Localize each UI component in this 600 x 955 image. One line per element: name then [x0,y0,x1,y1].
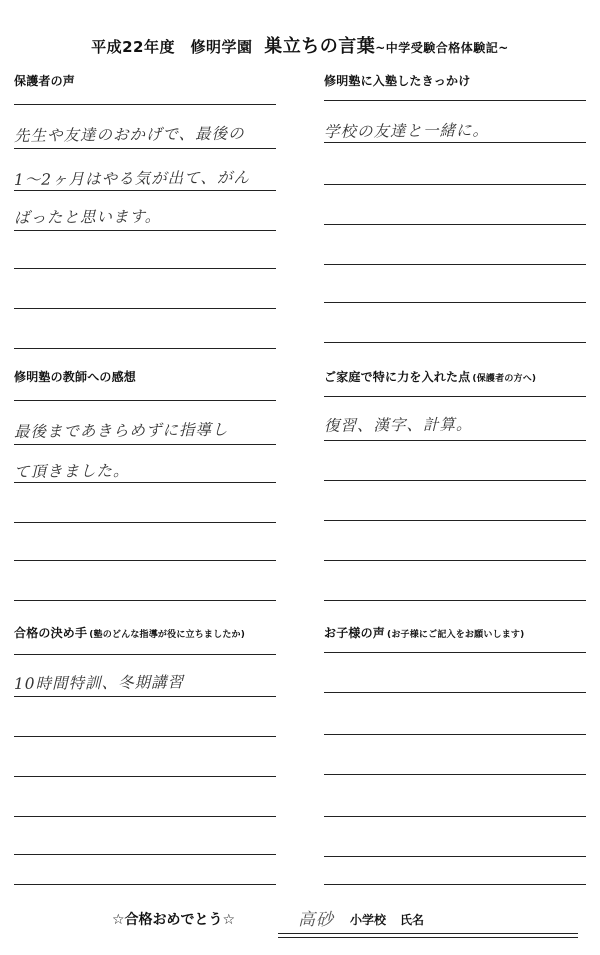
section-heading [324,368,536,385]
congrats-text: ☆合格おめでとう☆ [112,912,236,928]
writing-line [324,734,586,735]
writing-line [14,816,276,817]
title-main: 巣立ちの言葉 [264,36,376,57]
writing-line [14,230,276,231]
writing-line [14,560,276,561]
writing-line [14,854,276,855]
writing-line [14,776,276,777]
section-home-focus [324,368,586,604]
writing-line [14,148,276,149]
section-child-voice [324,624,586,886]
writing-line [324,480,586,481]
writing-line [324,302,586,303]
writing-line [14,884,276,885]
writing-line [324,652,586,653]
section-heading-note: (塾のどんな指導が役に立ちましたか) [89,630,246,640]
writing-line [324,774,586,775]
writing-line [324,560,586,561]
section-heading-text: お子様の声 [324,626,386,640]
writing-line [324,342,586,343]
writing-line [324,396,586,397]
handwritten-line: 先生や友達のおかげで、最後の [13,124,245,146]
school-name-handwritten: 高砂 [298,910,334,930]
writing-line [14,348,276,349]
writing-line [324,142,586,143]
writing-line [14,522,276,523]
writing-line [14,654,276,655]
writing-line [14,736,276,737]
section-heading-note: (お子様にご記入をお願いします) [387,630,525,640]
writing-line [14,268,276,269]
section-heading: 保護者の声 [14,74,76,88]
section-heading [14,624,245,641]
handwritten-line: 10時間特訓、冬期講習 [13,673,185,694]
section-heading-text: ご家庭で特に力を入れた点 [324,370,471,384]
writing-line [324,856,586,857]
writing-line [14,104,276,105]
handwritten-line: 1〜2ヶ月はやる気が出て、がん [13,168,250,190]
writing-line [324,692,586,693]
handwritten-line: て頂きました。 [13,461,130,482]
school-label: 小学校 [350,913,387,927]
section-parent-voice [14,72,276,352]
section-decisive [14,624,276,886]
signature-line-under [278,937,578,938]
handwritten-line: 学校の友達と一緒に。 [323,121,489,142]
title-sub: ~中学受験合格体験記~ [375,41,509,55]
writing-line [324,884,586,885]
section-heading [324,624,524,641]
section-heading-note: (保護者の方へ) [472,374,537,384]
section-teacher-impression [14,368,276,604]
page-title [0,32,600,58]
handwritten-line: 復習、漢字、計算。 [323,415,473,436]
section-trigger [324,72,586,352]
section-heading: 修明塾の教師への感想 [14,370,137,384]
writing-line [324,440,586,441]
writing-line [324,600,586,601]
writing-line [324,816,586,817]
writing-line [14,190,276,191]
writing-line [324,224,586,225]
section-heading-text: 合格の決め手 [14,626,88,640]
writing-line [324,264,586,265]
title-year-school: 平成22年度 修明学園 [91,38,253,56]
handwritten-line: 最後まであきらめずに指導し [13,420,229,442]
signature-line [278,933,578,934]
section-heading: 修明塾に入塾したきっかけ [324,74,471,88]
writing-line [14,400,276,401]
footer [0,905,600,945]
writing-line [14,308,276,309]
writing-line [324,520,586,521]
writing-line [14,444,276,445]
writing-line [324,184,586,185]
name-label: 氏名 [400,913,425,927]
writing-line [14,696,276,697]
handwritten-line: ばったと思います。 [13,207,162,228]
writing-line [14,600,276,601]
writing-line [324,100,586,101]
writing-line [14,482,276,483]
